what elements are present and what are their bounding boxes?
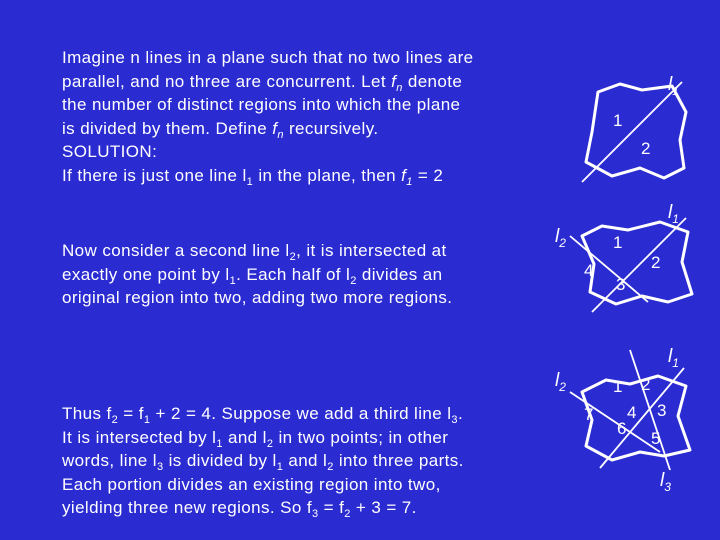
region-label: 2: [641, 375, 651, 394]
label-l1: $l_1$: [668, 74, 679, 98]
subscript: 1: [276, 461, 284, 473]
symbol-f: f: [391, 71, 397, 91]
text-span: exactly one point by l: [62, 264, 230, 284]
subscript: n: [277, 128, 284, 141]
label-l2: $l_2$: [555, 370, 566, 394]
region-label: 4: [627, 403, 637, 422]
text-span: divides an: [356, 264, 443, 284]
subscript: 1: [229, 274, 237, 287]
region-label: 3: [657, 401, 667, 420]
text-span: SOLUTION:: [62, 142, 158, 161]
label-l1: $l_1$: [668, 346, 679, 370]
text-span: denote: [402, 71, 463, 91]
text-span: , it is intersected at: [296, 241, 447, 260]
region-label: 1: [613, 111, 623, 130]
text-span: . Each half of l: [236, 264, 351, 284]
text-span: yielding three new regions. So f: [62, 498, 312, 517]
subscript: 2: [350, 274, 357, 287]
region-label: 3: [616, 275, 626, 294]
subscript: 2: [111, 414, 119, 426]
text-span: .: [457, 404, 464, 423]
subscript: 1: [216, 437, 223, 450]
subscript: 3: [156, 461, 164, 473]
region-label: 6: [617, 419, 627, 438]
region-label: 1: [613, 233, 623, 252]
text-span: + 3 = 7.: [350, 498, 417, 517]
text-span: is divided by them. Define: [62, 118, 273, 138]
text-span: Imagine n lines in a plane such that no two lines are: [62, 48, 474, 67]
text-span: Thus f: [62, 404, 112, 423]
subscript: 1: [143, 414, 151, 426]
subscript: 2: [327, 461, 334, 473]
text-span: in the plane, then: [253, 165, 402, 185]
region-label: 5: [651, 429, 661, 448]
text-span: It is intersected by l: [62, 427, 217, 447]
subscript: 3: [312, 508, 319, 520]
subscript: n: [396, 81, 403, 94]
subscript: 1: [406, 175, 413, 188]
text-span: recursively.: [283, 118, 379, 138]
subscript: 2: [266, 437, 274, 450]
subscript: 3: [451, 414, 458, 426]
symbol-f: f: [401, 165, 407, 185]
text-span: = 2: [412, 165, 444, 185]
symbol-f: f: [272, 118, 278, 138]
figure-one-line: [582, 74, 686, 182]
text-span: original region into two, adding two more regions.: [62, 288, 453, 307]
region-label: 1: [613, 377, 623, 396]
region-label: 4: [584, 261, 594, 280]
text-span: = f: [318, 498, 345, 517]
label-l1: $l_1$: [668, 202, 679, 226]
region-label: 2: [641, 139, 651, 158]
text-span: Each portion divides an existing region into two,: [62, 474, 441, 494]
text-span: and l: [222, 427, 267, 447]
text-span: Now consider a second line l: [62, 241, 290, 260]
figure-three-lines: [555, 346, 690, 494]
text-span: into three parts.: [333, 451, 464, 470]
region-label: 7: [584, 405, 594, 424]
text-span: parallel, and no three are concurrent. Let: [62, 71, 392, 91]
text-span: and l: [283, 451, 328, 470]
text-span: If there is just one line l: [62, 165, 247, 185]
text-span: + 2 = 4. Suppose we add a third line l: [150, 404, 452, 423]
line-l2: [570, 236, 648, 302]
text-span: in two points; in other: [273, 427, 449, 447]
label-l2: $l_2$: [555, 226, 566, 250]
label-l3: $l_3$: [660, 470, 671, 494]
text-span: words, line l: [62, 451, 157, 470]
figure-two-lines: [555, 202, 692, 312]
text-span: is divided by l: [163, 451, 277, 470]
subscript: 1: [246, 175, 254, 188]
subscript: 2: [344, 508, 351, 520]
text-span: the number of distinct regions into which the plane: [62, 95, 461, 114]
region-label: 2: [651, 253, 661, 272]
subscript: 2: [289, 251, 297, 263]
text-span: = f: [118, 404, 144, 423]
